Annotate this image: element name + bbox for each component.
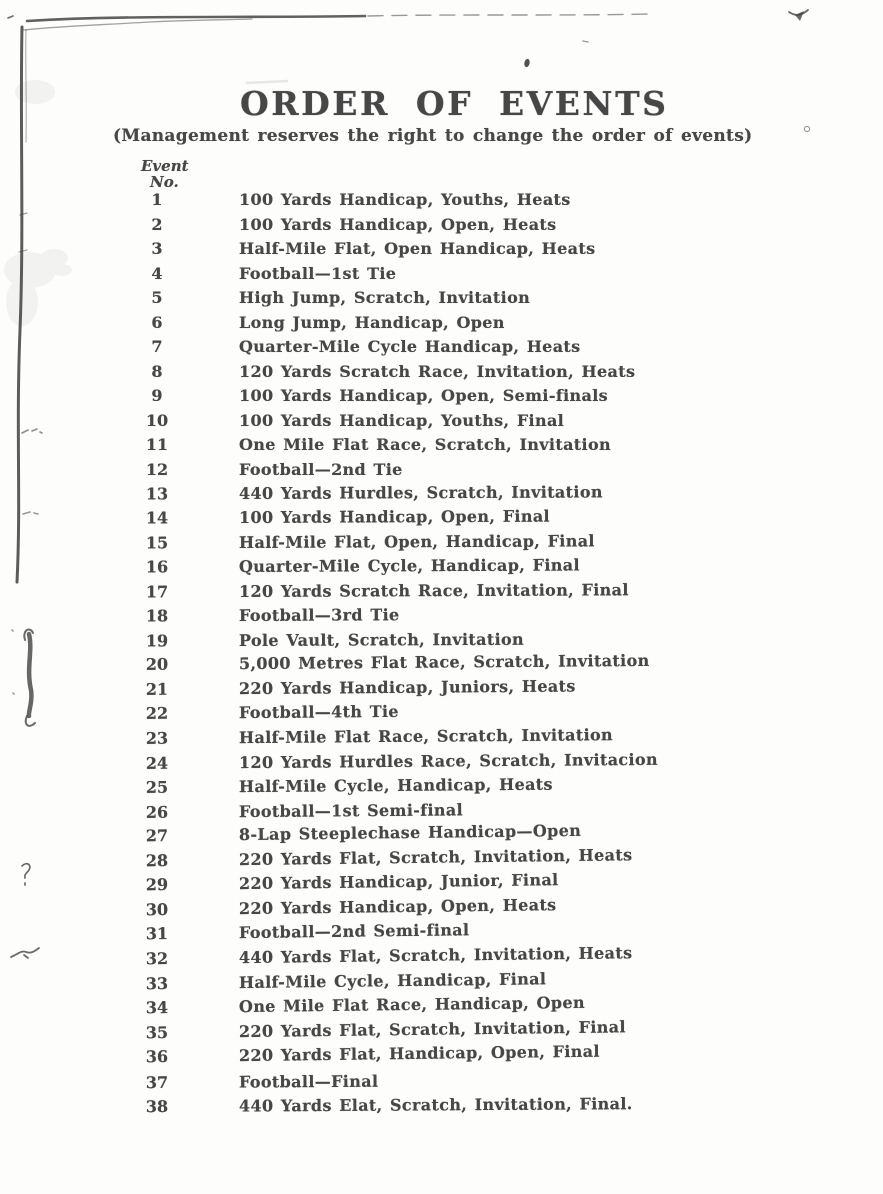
event-description: 440 Yards Hurdles, Scratch, Invitation (238, 481, 603, 503)
event-number: 18 (145, 606, 169, 626)
event-description: One Mile Flat Race, Handicap, Open (238, 992, 586, 1017)
event-description: 120 Yards Hurdles Race, Scratch, Invitacion (238, 749, 658, 772)
event-number: 34 (145, 997, 169, 1018)
ink-dot (524, 58, 531, 67)
event-number: 28 (145, 850, 169, 870)
event-description: Half-Mile Flat, Open, Handicap, Final (238, 531, 595, 552)
event-number: 30 (145, 899, 169, 920)
faint-streak (246, 81, 288, 83)
event-number: 35 (145, 1022, 169, 1042)
event-row (0, 433, 883, 458)
event-description: Football—Final (238, 1071, 379, 1092)
page-title: ORDER OF EVENTS (240, 84, 669, 123)
event-number: 3 (151, 239, 163, 259)
event-number: 2 (151, 214, 163, 234)
event-row (0, 213, 883, 238)
event-description: Quarter-Mile Cycle Handicap, Heats (239, 337, 581, 357)
event-description: Half-Mile Flat, Open Handicap, Heats (239, 239, 596, 259)
event-description: Football—2nd Tie (239, 460, 403, 480)
event-number: 38 (145, 1097, 169, 1117)
event-description: 220 Yards Flat, Handicap, Open, Final (238, 1041, 600, 1066)
event-number: 16 (145, 557, 169, 577)
event-description: Half-Mile Cycle, Handicap, Final (238, 968, 547, 992)
event-row (0, 286, 883, 311)
event-number: 21 (145, 679, 169, 699)
event-number: 33 (145, 973, 169, 993)
event-description: High Jump, Scratch, Invitation (239, 288, 531, 308)
event-description: 220 Yards Handicap, Junior, Final (238, 870, 559, 894)
event-number: 4 (151, 263, 163, 283)
event-number: 25 (145, 777, 169, 797)
event-description: 100 Yards Handicap, Open, Heats (239, 214, 557, 234)
event-row (0, 601, 883, 629)
event-row (0, 1091, 883, 1121)
event-description: 100 Yards Handicap, Youths, Final (239, 410, 565, 430)
event-description: 440 Yards Flat, Scratch, Invitation, Heats (238, 943, 633, 968)
page-subtitle: (Management reserves the right to change the order of events) (113, 126, 753, 146)
event-number: 8 (151, 361, 163, 381)
event-row (0, 384, 883, 409)
event-description: 100 Yards Handicap, Open, Semi-finals (239, 386, 608, 406)
event-number-column-header (141, 158, 189, 190)
event-number: 37 (145, 1072, 169, 1092)
event-number: 10 (145, 410, 169, 430)
event-description: 220 Yards Flat, Scratch, Invitation, Final (238, 1016, 626, 1041)
event-number: 17 (145, 582, 169, 602)
event-description: 220 Yards Handicap, Juniors, Heats (238, 676, 576, 699)
event-number: 20 (145, 655, 169, 675)
event-row (0, 237, 883, 262)
event-description: 220 Yards Flat, Scratch, Invitation, Heats (238, 845, 633, 869)
event-number: 14 (145, 508, 169, 528)
event-row (0, 360, 883, 385)
event-description: 5,000 Metres Flat Race, Scratch, Invitation (238, 651, 650, 674)
event-description: Football—1st Semi-final (238, 800, 464, 821)
event-description: 100 Yards Handicap, Youths, Heats (239, 190, 571, 209)
event-row (0, 503, 883, 531)
event-number: 15 (145, 532, 169, 553)
event-row (0, 409, 883, 434)
event-number: 27 (145, 826, 169, 846)
event-number: 26 (145, 802, 169, 822)
event-number: 6 (151, 312, 163, 332)
event-description: 8-Lap Steeplechase Handicap—Open (238, 821, 582, 845)
event-number: 29 (145, 875, 169, 895)
event-number: 13 (145, 483, 169, 503)
event-row (0, 188, 883, 213)
event-number: 11 (145, 435, 169, 455)
event-description: 120 Yards Scratch Race, Invitation, Final (238, 580, 629, 601)
column-header-no: No. (150, 173, 179, 191)
event-description: 120 Yards Scratch Race, Invitation, Heats (239, 361, 636, 381)
event-number: 1 (151, 190, 163, 209)
event-number: 7 (151, 337, 163, 357)
event-number: 36 (145, 1047, 169, 1067)
event-number: 5 (151, 288, 163, 308)
event-number: 22 (145, 704, 169, 724)
event-description: Football—2nd Semi-final (238, 920, 470, 943)
event-description: Football—4th Tie (238, 702, 399, 723)
event-number: 12 (145, 460, 169, 480)
event-number: 31 (145, 924, 169, 944)
event-row (0, 552, 883, 580)
event-description: One Mile Flat Race, Scratch, Invitation (239, 435, 611, 455)
event-number: 32 (145, 948, 169, 969)
event-number: 23 (145, 728, 169, 748)
event-description: Football—1st Tie (239, 263, 397, 283)
event-description: Long Jump, Handicap, Open (239, 312, 505, 332)
event-description: Pole Vault, Scratch, Invitation (238, 629, 525, 650)
event-description: Half-Mile Flat Race, Scratch, Invitation (238, 725, 614, 748)
event-description: 220 Yards Handicap, Open, Heats (238, 895, 557, 918)
event-number: 9 (151, 386, 163, 406)
column-header-event: Event (141, 157, 189, 175)
event-description: Football—3rd Tie (238, 605, 400, 626)
event-description: Half-Mile Cycle, Handicap, Heats (238, 774, 553, 797)
event-row (0, 311, 883, 336)
event-row (0, 262, 883, 287)
event-number: 24 (145, 753, 169, 773)
event-description: Quarter-Mile Cycle, Handicap, Final (238, 555, 580, 577)
event-list (0, 188, 883, 1121)
event-description: 100 Yards Handicap, Open, Final (238, 506, 551, 528)
event-row (0, 335, 883, 360)
event-description: 440 Yards Elat, Scratch, Invitation, Final. (238, 1094, 633, 1116)
corner-mark (795, 11, 804, 21)
event-number: 19 (145, 631, 169, 651)
